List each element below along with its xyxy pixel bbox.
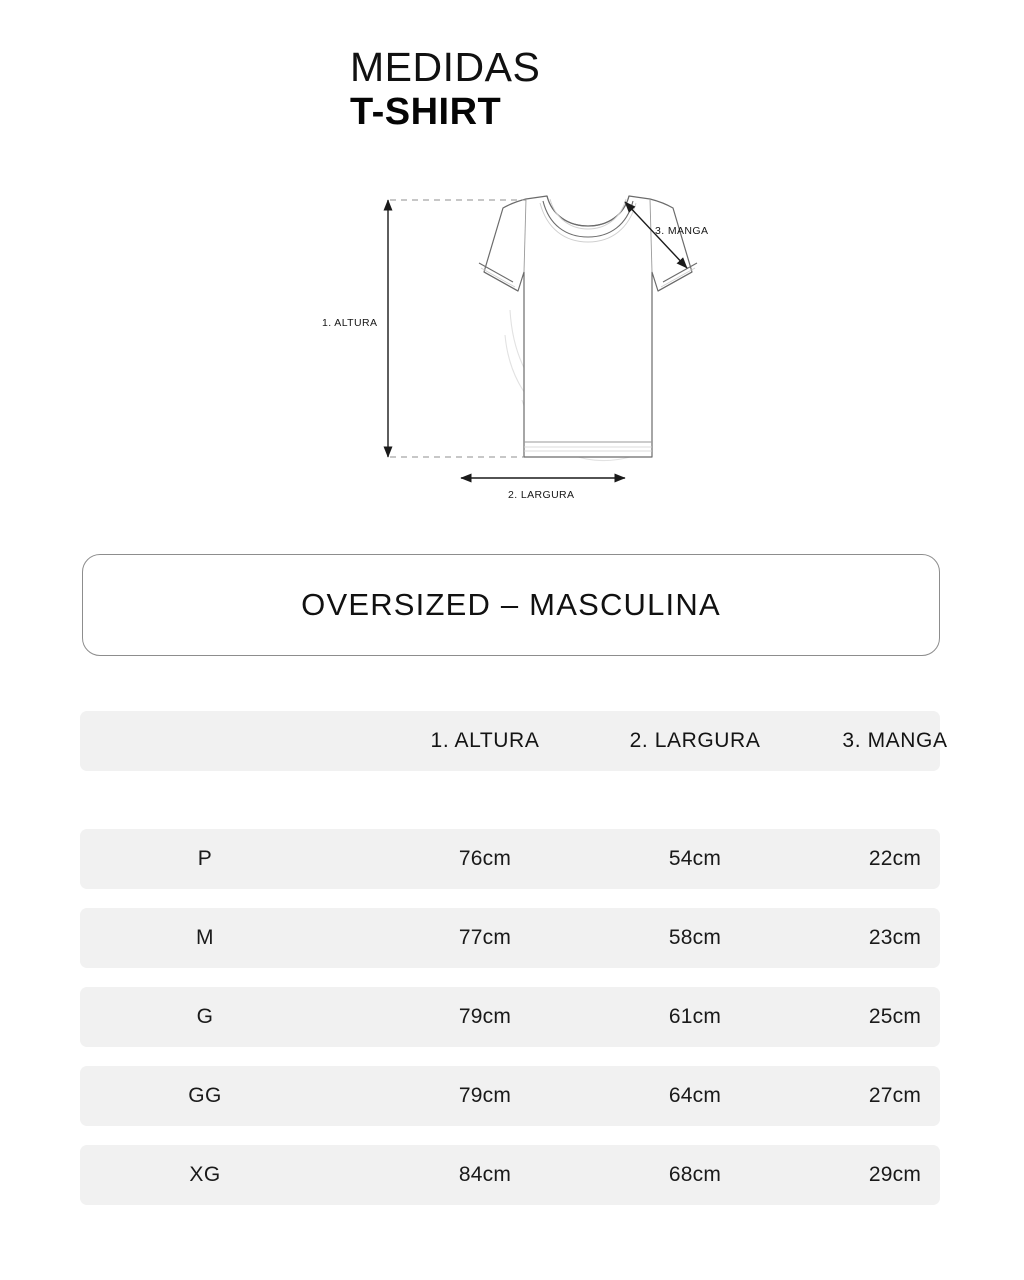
- cell-size: G: [196, 1005, 214, 1028]
- altura-label: 1. ALTURA: [322, 317, 378, 329]
- cell-manga: 23cm: [868, 926, 922, 949]
- cell-altura: 76cm: [458, 847, 512, 870]
- cell-manga: 29cm: [868, 1163, 922, 1186]
- table-header-row: [80, 711, 948, 771]
- cell-largura: 54cm: [668, 847, 722, 870]
- table-row: [80, 908, 940, 968]
- cell-size: M: [196, 926, 214, 949]
- cell-altura: 79cm: [458, 1005, 512, 1028]
- cell-size: GG: [188, 1084, 222, 1107]
- cell-altura: 77cm: [458, 926, 512, 949]
- column-header-largura: 2. LARGURA: [629, 729, 761, 752]
- category-banner-label: OVERSIZED – MASCULINA: [301, 587, 721, 622]
- column-header-manga: 3. MANGA: [842, 729, 948, 752]
- cell-altura: 79cm: [458, 1084, 512, 1107]
- cell-largura: 61cm: [668, 1005, 722, 1028]
- page-title-primary: MEDIDAS: [350, 44, 541, 90]
- page-title: [350, 44, 850, 134]
- cell-manga: 22cm: [868, 847, 922, 870]
- page-title-secondary: T-SHIRT: [350, 91, 502, 133]
- cell-largura: 58cm: [668, 926, 722, 949]
- size-table: [80, 711, 948, 1224]
- manga-label: 3. MANGA: [655, 225, 709, 237]
- largura-label: 2. LARGURA: [508, 489, 575, 501]
- table-row: [80, 1066, 940, 1126]
- cell-altura: 84cm: [458, 1163, 512, 1186]
- column-header-altura: 1. ALTURA: [430, 729, 540, 752]
- cell-size: P: [197, 847, 213, 870]
- cell-manga: 25cm: [868, 1005, 922, 1028]
- category-banner: [82, 554, 940, 656]
- table-row: [80, 829, 940, 889]
- table-row: [80, 987, 940, 1047]
- tshirt-measurement-diagram: [300, 185, 760, 515]
- cell-largura: 68cm: [668, 1163, 722, 1186]
- table-row: [80, 1145, 940, 1205]
- cell-size: XG: [189, 1163, 221, 1186]
- cell-largura: 64cm: [668, 1084, 722, 1107]
- cell-manga: 27cm: [868, 1084, 922, 1107]
